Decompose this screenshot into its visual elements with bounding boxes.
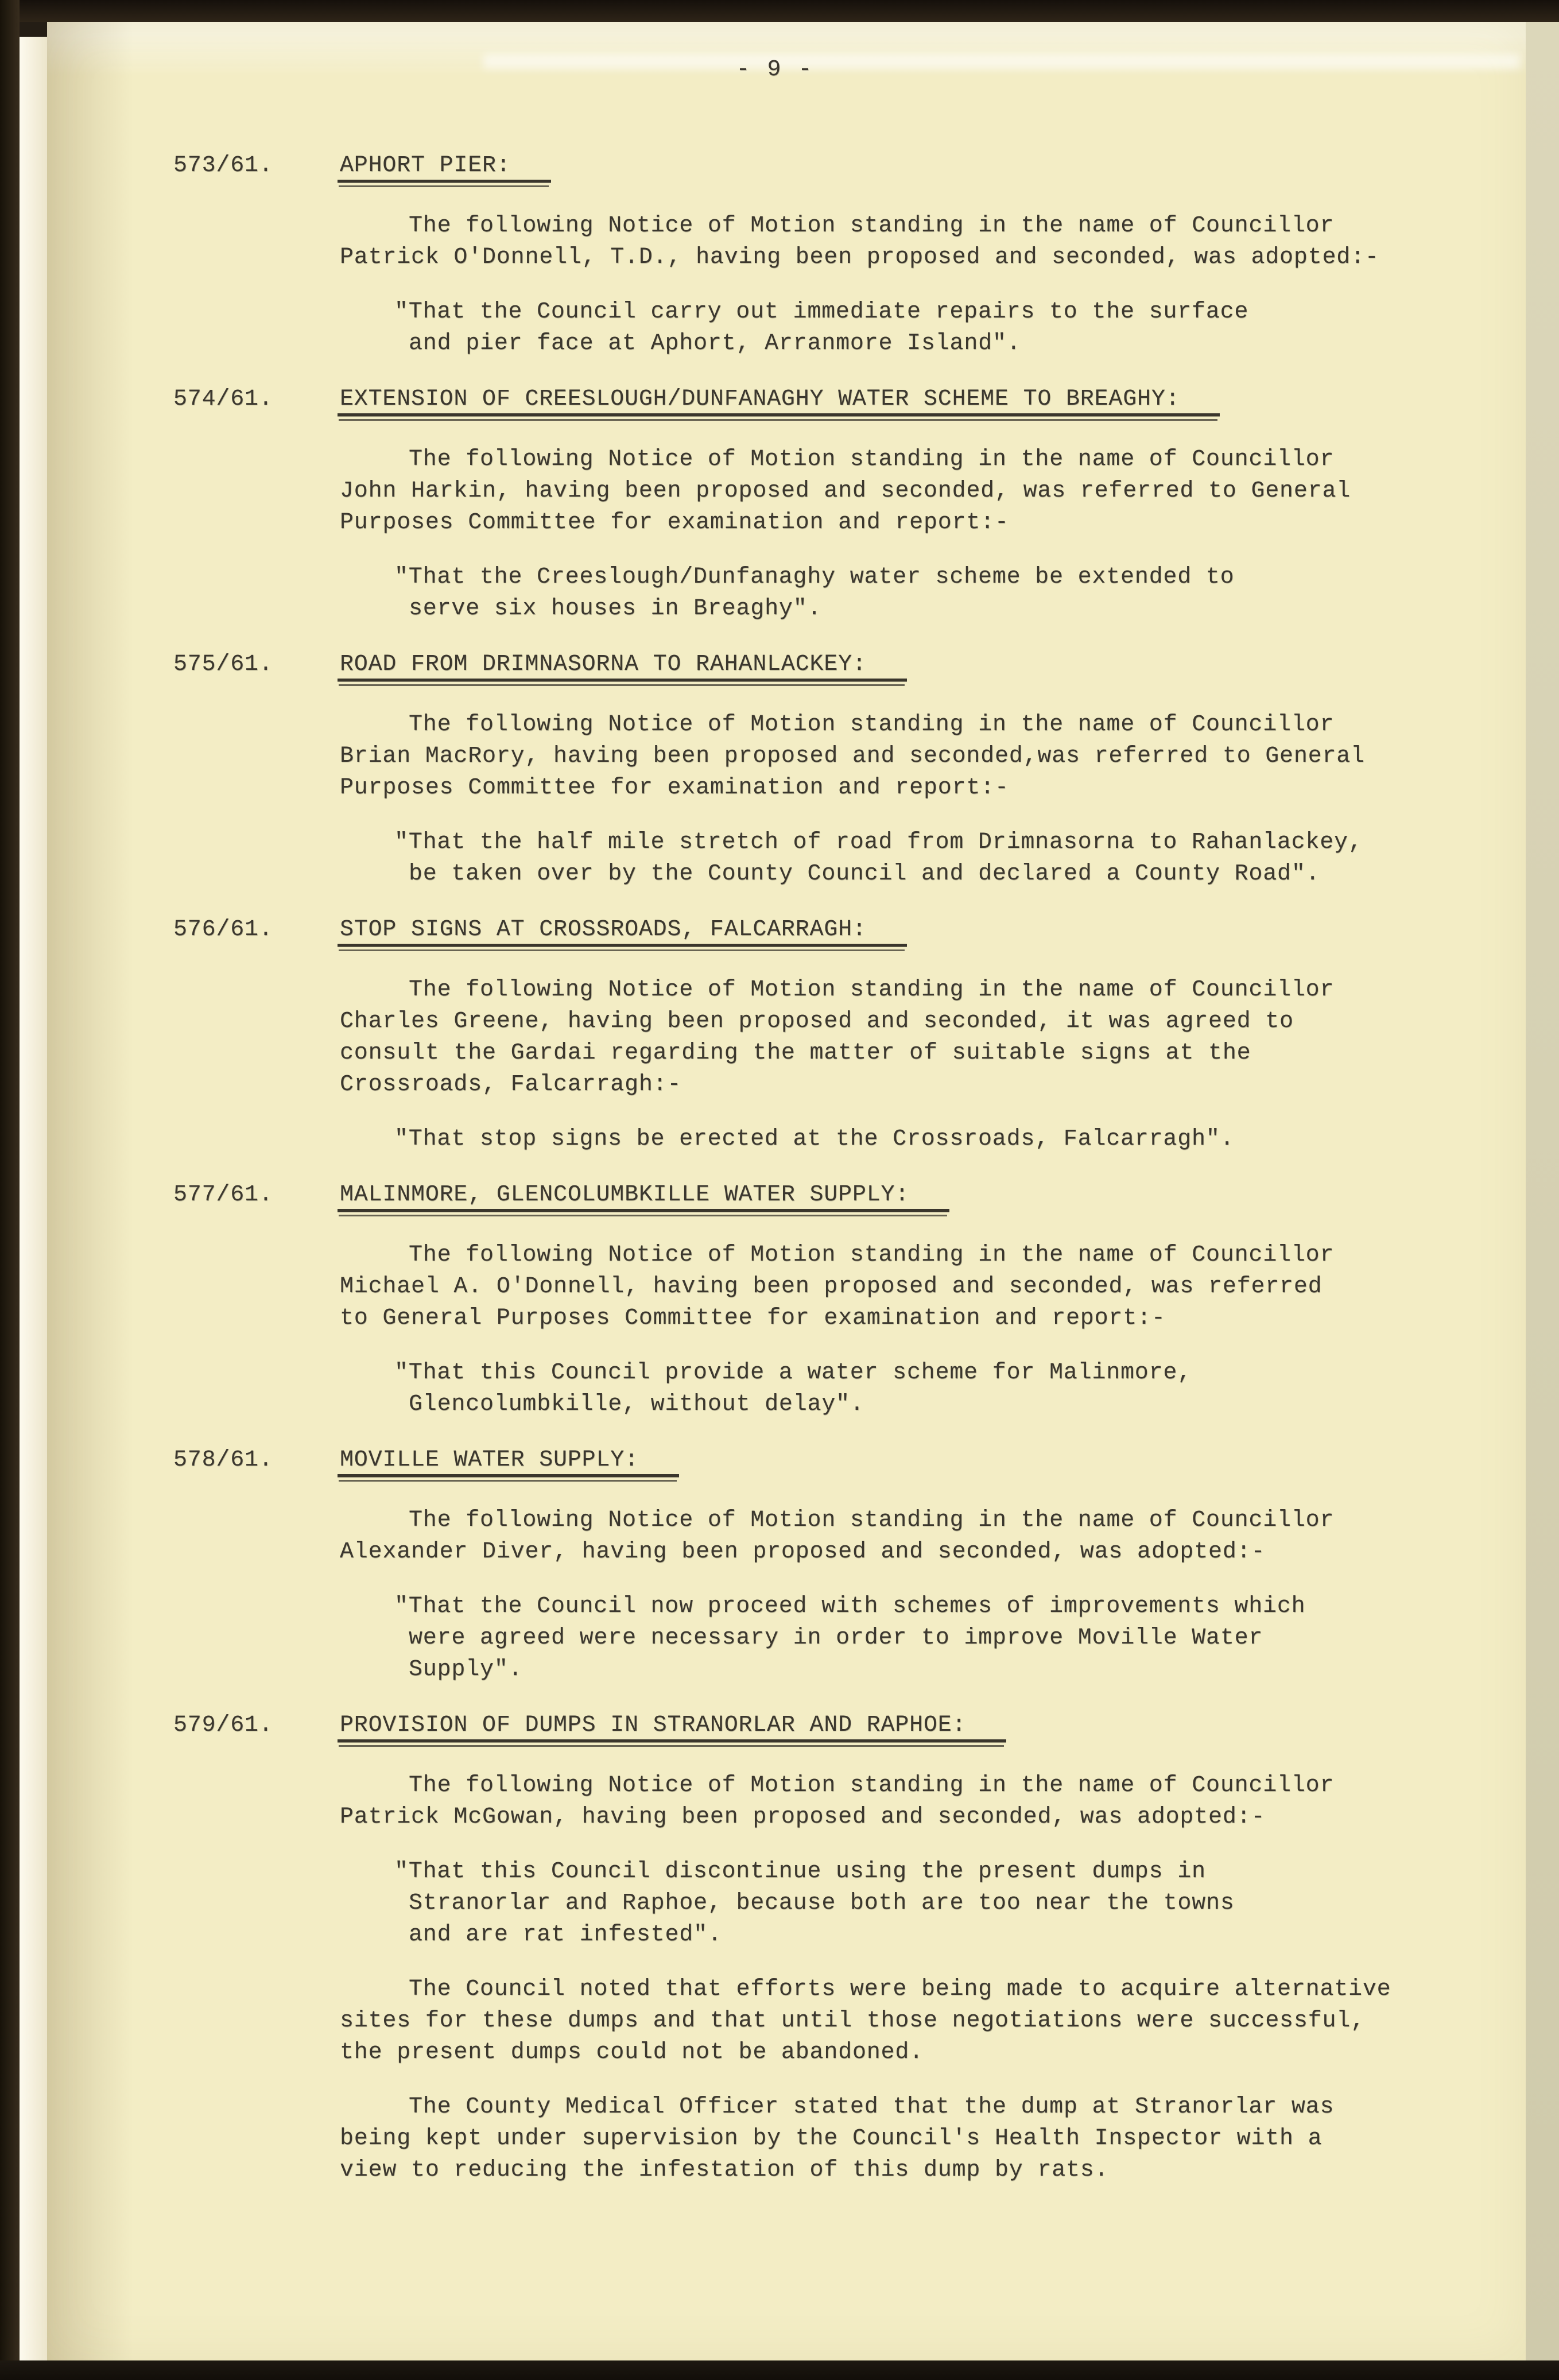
minute-line: be taken over by the County Council and declared a County Road". xyxy=(409,861,1320,887)
motion-quote xyxy=(340,1357,1457,1420)
minute-section xyxy=(173,914,1457,1155)
minute-paragraph xyxy=(340,1770,1457,1833)
minute-line: Alexander Diver, having been proposed and seconded, was adopted:- xyxy=(340,1539,1266,1565)
minute-line: "That the Creeslough/Dunfanaghy water scheme be extended to xyxy=(394,564,1235,590)
book-edge-top xyxy=(0,0,1559,22)
minute-paragraph xyxy=(340,1505,1457,1568)
minute-line: "That the Council now proceed with schemes of improvements which xyxy=(394,1594,1306,1619)
minute-ref: 579/61. xyxy=(173,1712,273,1738)
minute-heading: PROVISION OF DUMPS IN STRANORLAR AND RAPHOE: xyxy=(340,1710,966,1747)
minute-line: "That the Council carry out immediate repairs to the surface xyxy=(394,299,1249,325)
minute-line: The following Notice of Motion standing in the name of Councillor xyxy=(409,1507,1335,1533)
minutes-list xyxy=(173,150,1457,2186)
minute-ref: 575/61. xyxy=(173,652,273,677)
minute-body xyxy=(340,649,1457,890)
minute-line: were agreed were necessary in order to improve Moville Water xyxy=(409,1625,1263,1651)
minute-line: Purposes Committee for examination and report:- xyxy=(340,775,1009,801)
minute-ref: 574/61. xyxy=(173,386,273,412)
minute-line: The following Notice of Motion standing in the name of Councillor xyxy=(409,1242,1335,1268)
motion-quote xyxy=(340,1856,1457,1951)
motion-quote xyxy=(340,296,1457,359)
minute-line: The Council noted that efforts were being made to acquire alternative xyxy=(409,1976,1391,2002)
minute-line: The following Notice of Motion standing in the name of Councillor xyxy=(409,977,1335,1003)
minute-line: "That this Council provide a water scheme for Malinmore, xyxy=(394,1360,1192,1386)
minute-body xyxy=(340,1710,1457,2186)
minute-line: The County Medical Officer stated that the dump at Stranorlar was xyxy=(409,2094,1335,2120)
minute-section xyxy=(173,383,1457,625)
minute-body xyxy=(340,150,1457,359)
minute-paragraph xyxy=(340,974,1457,1100)
minute-line: the present dumps could not be abandoned. xyxy=(340,2040,924,2065)
minute-heading: MALINMORE, GLENCOLUMBKILLE WATER SUPPLY: xyxy=(340,1179,909,1216)
minute-section xyxy=(173,1444,1457,1685)
minute-line: being kept under supervision by the Council's Health Inspector with a xyxy=(340,2126,1323,2152)
minute-heading: EXTENSION OF CREESLOUGH/DUNFANAGHY WATER SCHEME TO BREAGHY: xyxy=(340,383,1180,421)
minute-section xyxy=(173,1179,1457,1420)
minute-section xyxy=(173,150,1457,359)
minute-ref: 577/61. xyxy=(173,1182,273,1208)
minute-line: John Harkin, having been proposed and seconded, was referred to General xyxy=(340,478,1351,504)
minute-line: view to reducing the infestation of this dump by rats. xyxy=(340,2157,1109,2183)
minute-heading: APHORT PIER: xyxy=(340,150,511,187)
book-spine-shadow xyxy=(0,0,20,2380)
minute-line: Purposes Committee for examination and report:- xyxy=(340,510,1009,536)
page-number: - 9 - xyxy=(736,57,814,83)
minute-line: and are rat infested". xyxy=(409,1922,722,1948)
minute-heading: MOVILLE WATER SUPPLY: xyxy=(340,1444,639,1482)
minute-line: Brian MacRory, having been proposed and seconded,was referred to General xyxy=(340,743,1365,769)
minute-paragraph xyxy=(340,2091,1457,2186)
minute-line: The following Notice of Motion standing in the name of Councillor xyxy=(409,1773,1335,1798)
minute-line: "That the half mile stretch of road from Drimnasorna to Rahanlackey, xyxy=(394,829,1363,855)
minute-heading: STOP SIGNS AT CROSSROADS, FALCARRAGH: xyxy=(340,914,867,951)
minute-section xyxy=(173,649,1457,890)
page-content xyxy=(47,22,1526,2360)
minute-body xyxy=(340,1179,1457,1420)
minute-paragraph xyxy=(340,1974,1457,2068)
minute-body xyxy=(340,1444,1457,1685)
minute-ref: 576/61. xyxy=(173,917,273,943)
minute-paragraph xyxy=(340,210,1457,273)
minute-line: sites for these dumps and that until those negotiations were successful, xyxy=(340,2008,1365,2034)
document-page xyxy=(47,22,1526,2360)
minute-ref: 573/61. xyxy=(173,153,273,179)
minute-section xyxy=(173,1710,1457,2186)
minute-heading: ROAD FROM DRIMNASORNA TO RAHANLACKEY: xyxy=(340,649,867,686)
minute-line: "That stop signs be erected at the Crossroads, Falcarragh". xyxy=(394,1126,1235,1152)
minute-line: Charles Greene, having been proposed and seconded, it was agreed to xyxy=(340,1009,1294,1034)
minute-line: Patrick O'Donnell, T.D., having been proposed and seconded, was adopted:- xyxy=(340,245,1379,270)
minute-line: to General Purposes Committee for examination and report:- xyxy=(340,1305,1166,1331)
minute-line: Supply". xyxy=(409,1657,523,1683)
minute-body xyxy=(340,914,1457,1155)
page-edge-left xyxy=(20,37,47,2360)
minute-line: The following Notice of Motion standing in the name of Councillor xyxy=(409,213,1335,239)
minute-line: Stranorlar and Raphoe, because both are too near the towns xyxy=(409,1890,1235,1916)
minute-ref: 578/61. xyxy=(173,1447,273,1473)
minute-body xyxy=(340,383,1457,625)
minute-line: The following Notice of Motion standing in the name of Councillor xyxy=(409,712,1335,738)
minute-paragraph xyxy=(340,709,1457,804)
minute-paragraph xyxy=(340,1239,1457,1334)
motion-quote xyxy=(340,561,1457,625)
minute-line: consult the Gardai regarding the matter of suitable signs at the xyxy=(340,1040,1251,1066)
minute-line: Patrick McGowan, having been proposed and seconded, was adopted:- xyxy=(340,1804,1266,1830)
motion-quote xyxy=(340,1123,1457,1155)
minute-line: Glencolumbkille, without delay". xyxy=(409,1391,864,1417)
minute-paragraph xyxy=(340,444,1457,538)
minute-line: "That this Council discontinue using the present dumps in xyxy=(394,1859,1206,1885)
book-edge-bottom xyxy=(0,2360,1559,2380)
minute-line: and pier face at Aphort, Arranmore Island". xyxy=(409,331,1021,356)
minute-line: Michael A. O'Donnell, having been proposed and seconded, was referred xyxy=(340,1274,1323,1300)
motion-quote xyxy=(340,827,1457,890)
page-edge-right xyxy=(1524,22,1559,2360)
minute-line: Crossroads, Falcarragh:- xyxy=(340,1072,682,1098)
minute-line: The following Notice of Motion standing in the name of Councillor xyxy=(409,447,1335,472)
motion-quote xyxy=(340,1591,1457,1685)
minute-line: serve six houses in Breaghy". xyxy=(409,596,822,622)
